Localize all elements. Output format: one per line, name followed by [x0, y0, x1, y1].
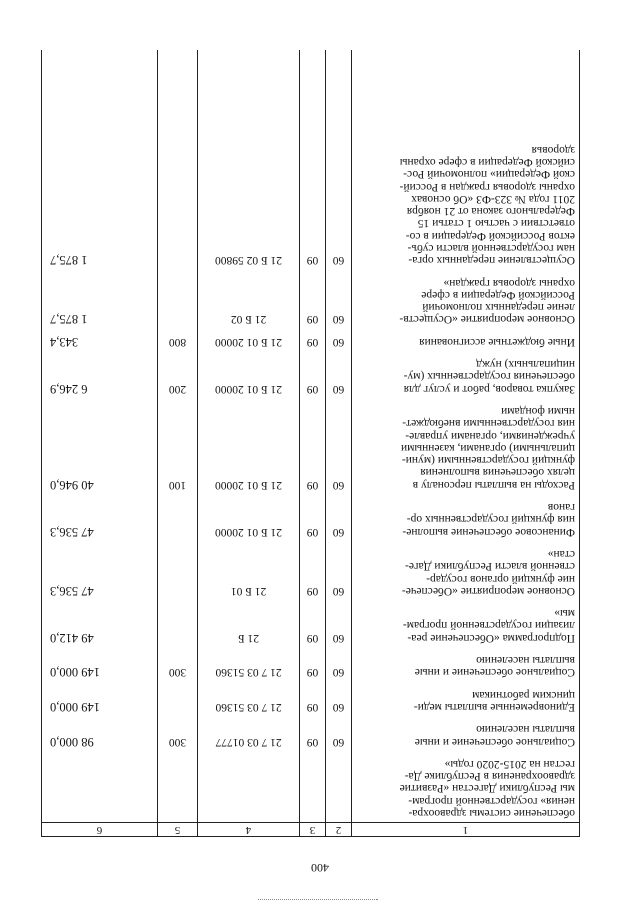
row-name-line: ниципальных) нужд	[476, 358, 575, 371]
row-col-3: 09	[300, 541, 326, 600]
table-body	[42, 50, 580, 823]
row-name-line: ектов Российской Федерации в со-	[405, 229, 575, 242]
row-name-line: Подпрограмма «Обеспечение реа-	[407, 631, 575, 644]
row-col-3: 09	[300, 136, 326, 269]
row-target-code: 21 Б 02	[198, 269, 300, 328]
row-amount: 1 875,7	[42, 136, 158, 269]
row-name	[352, 600, 580, 647]
table-row	[42, 351, 580, 398]
table-filler-cell	[198, 50, 300, 136]
row-amount: 98 000,0	[42, 716, 158, 751]
scan-edge-line	[258, 899, 378, 900]
row-target-code: 21 7 03 01777	[198, 716, 300, 751]
row-name-line: выплаты населению	[476, 654, 575, 667]
row-amount: 1 875,7	[42, 269, 158, 328]
row-name-line: ганов	[547, 501, 575, 514]
row-amount	[42, 751, 158, 823]
row-col-3: 09	[300, 494, 326, 541]
row-name-line: Социальное обеспечение и иные	[414, 735, 575, 748]
row-col-2: 60	[326, 647, 352, 682]
row-name-line: ние функций органов государ-	[426, 572, 575, 585]
table-row	[42, 647, 580, 682]
budget-table	[41, 50, 580, 837]
row-name	[352, 136, 580, 269]
row-col-3: 09	[300, 329, 326, 351]
row-name-line: целях обеспечения выполнения	[420, 466, 575, 479]
row-name	[352, 647, 580, 682]
row-target-code: 21 Б 01 20000	[198, 398, 300, 494]
row-name-line: Осуществление переданных орга-	[408, 254, 575, 267]
row-expense-type	[158, 600, 198, 647]
row-name-line: Иные бюджетные ассигнования	[419, 335, 575, 348]
row-name-line: здравоохранения в Республике Да-	[404, 770, 575, 783]
table-row	[42, 751, 580, 823]
row-name	[352, 681, 580, 716]
table-row	[42, 494, 580, 541]
row-name	[352, 751, 580, 823]
row-col-3: 09	[300, 647, 326, 682]
row-name-line: учреждениями, органами управле-	[405, 429, 575, 442]
row-name-line: стан»	[547, 547, 575, 560]
row-target-code: 21 Б 01 20000	[198, 494, 300, 541]
row-col-2: 60	[326, 494, 352, 541]
table-filler-cell	[42, 50, 158, 136]
row-name-line: здоровья	[531, 143, 575, 156]
table-row	[42, 269, 580, 328]
row-amount: 149 000,0	[42, 681, 158, 716]
row-name-line: Закупка товаров, работ и услуг для	[403, 382, 575, 395]
row-name-line: ской Федерации» полномочий Рос-	[403, 168, 575, 181]
row-name	[352, 269, 580, 328]
row-name	[352, 351, 580, 398]
header-col-3: 3	[300, 823, 326, 837]
row-name-line: ственной власти Республики Даге-	[405, 560, 575, 573]
row-expense-type	[158, 541, 198, 600]
row-name-line: Социальное обеспечение и иные	[414, 666, 575, 679]
row-name-line: Основное мероприятие «Осуществ-	[399, 313, 575, 326]
row-name-line: Основное мероприятие «Обеспече-	[401, 584, 575, 597]
row-target-code: 21 Б 01 20000	[198, 351, 300, 398]
header-row	[42, 823, 580, 837]
row-col-2: 60	[326, 136, 352, 269]
table-filler-cell	[300, 50, 326, 136]
row-name-line: охраны здоровья граждан»	[443, 276, 575, 289]
page-number: 400	[311, 861, 329, 875]
row-col-2: 60	[326, 600, 352, 647]
row-amount: 40 946,0	[42, 398, 158, 494]
row-name-line: выплаты населению	[476, 723, 575, 736]
row-col-2: 60	[326, 541, 352, 600]
row-name-line: функций государственными (муни-	[401, 454, 575, 467]
row-name-line: нения» государственной програм-	[408, 794, 575, 807]
row-amount: 6 246,9	[42, 351, 158, 398]
row-expense-type: 200	[158, 351, 198, 398]
row-name-line: ния государственными внебюджет-	[402, 417, 575, 430]
row-name-line: Российской Федерации в сфере	[421, 288, 575, 301]
row-expense-type: 300	[158, 716, 198, 751]
table-filler-cell	[326, 50, 352, 136]
row-target-code: 21 Б 02 59800	[198, 136, 300, 269]
row-col-3	[300, 751, 326, 823]
row-col-2: 60	[326, 269, 352, 328]
row-target-code: 21 7 03 51360	[198, 647, 300, 682]
row-name-line: ципальными) органами, казенными	[400, 441, 575, 454]
header-col-1: 1	[352, 823, 580, 837]
row-expense-type: 100	[158, 398, 198, 494]
header-col-5: 5	[158, 823, 198, 837]
row-expense-type	[158, 494, 198, 541]
row-expense-type	[158, 751, 198, 823]
row-col-2: 60	[326, 398, 352, 494]
table-row	[42, 681, 580, 716]
table-row	[42, 600, 580, 647]
row-col-3: 09	[300, 600, 326, 647]
row-amount: 49 412,0	[42, 600, 158, 647]
row-col-2: 60	[326, 681, 352, 716]
row-expense-type	[158, 681, 198, 716]
row-col-3: 09	[300, 269, 326, 328]
row-col-2: 60	[326, 329, 352, 351]
row-amount: 47 536,3	[42, 541, 158, 600]
row-name-line: обеспечение системы здравоохра-	[408, 807, 575, 819]
row-name-line: мы»	[554, 607, 575, 620]
table-filler-cell	[352, 50, 580, 136]
row-name-line: Финансовое обеспечение выполне-	[402, 525, 575, 538]
row-name-line: нам государственной власти субъ-	[407, 242, 575, 255]
row-name-line: ными фондами	[501, 404, 575, 417]
table-row	[42, 716, 580, 751]
row-col-2: 60	[326, 351, 352, 398]
table-filler-row	[42, 50, 580, 136]
table-filler-cell	[158, 50, 198, 136]
row-target-code: 21 Б 01 20000	[198, 329, 300, 351]
row-name-line: Расходы на выплаты персоналу в	[412, 478, 575, 491]
row-amount: 343,4	[42, 329, 158, 351]
row-name-line: цинским работникам	[472, 688, 575, 701]
row-name-line: гестан на 2015-2020 годы»	[444, 757, 575, 770]
row-name	[352, 329, 580, 351]
row-amount: 47 536,3	[42, 494, 158, 541]
row-expense-type: 800	[158, 329, 198, 351]
row-name	[352, 716, 580, 751]
row-expense-type	[158, 269, 198, 328]
table-row	[42, 329, 580, 351]
row-col-3: 09	[300, 716, 326, 751]
table-row	[42, 136, 580, 269]
row-name-line: охраны здоровья граждан в Россий-	[399, 180, 575, 193]
row-target-code: 21 7 03 51360	[198, 681, 300, 716]
row-name	[352, 398, 580, 494]
table-row	[42, 398, 580, 494]
row-name	[352, 494, 580, 541]
row-col-2: 60	[326, 716, 352, 751]
row-target-code	[198, 751, 300, 823]
row-name-line: Единовременные выплаты меди-	[413, 700, 575, 713]
row-name	[352, 541, 580, 600]
row-col-3: 09	[300, 351, 326, 398]
row-target-code: 21 Б	[198, 600, 300, 647]
row-name-line: ответствии с частью 1 статьи 15	[417, 217, 575, 230]
row-name-line: обеспечения государственных (му-	[403, 370, 575, 383]
row-name-line: 2011 года № 323-ФЗ «Об основах	[411, 192, 575, 205]
row-name-line: ление переданных полномочий	[422, 301, 575, 314]
table-row	[42, 541, 580, 600]
row-col-2	[326, 751, 352, 823]
row-name-line: Федерального закона от 21 ноября	[406, 205, 575, 218]
row-name-line: мы Республики Дагестан «Развитие	[399, 782, 575, 795]
row-name-line: сийской Федерации в сфере охраны	[399, 155, 575, 168]
header-col-2: 2	[326, 823, 352, 837]
header-col-4: 4	[198, 823, 300, 837]
row-target-code: 21 Б 01	[198, 541, 300, 600]
row-name-line: ния функций государственных ор-	[406, 513, 575, 526]
row-col-3: 09	[300, 681, 326, 716]
row-expense-type: 300	[158, 647, 198, 682]
row-expense-type	[158, 136, 198, 269]
row-name-line: лизации государственной програм-	[402, 619, 575, 632]
row-amount: 149 000,0	[42, 647, 158, 682]
row-col-3: 09	[300, 398, 326, 494]
header-col-6: 6	[42, 823, 158, 837]
